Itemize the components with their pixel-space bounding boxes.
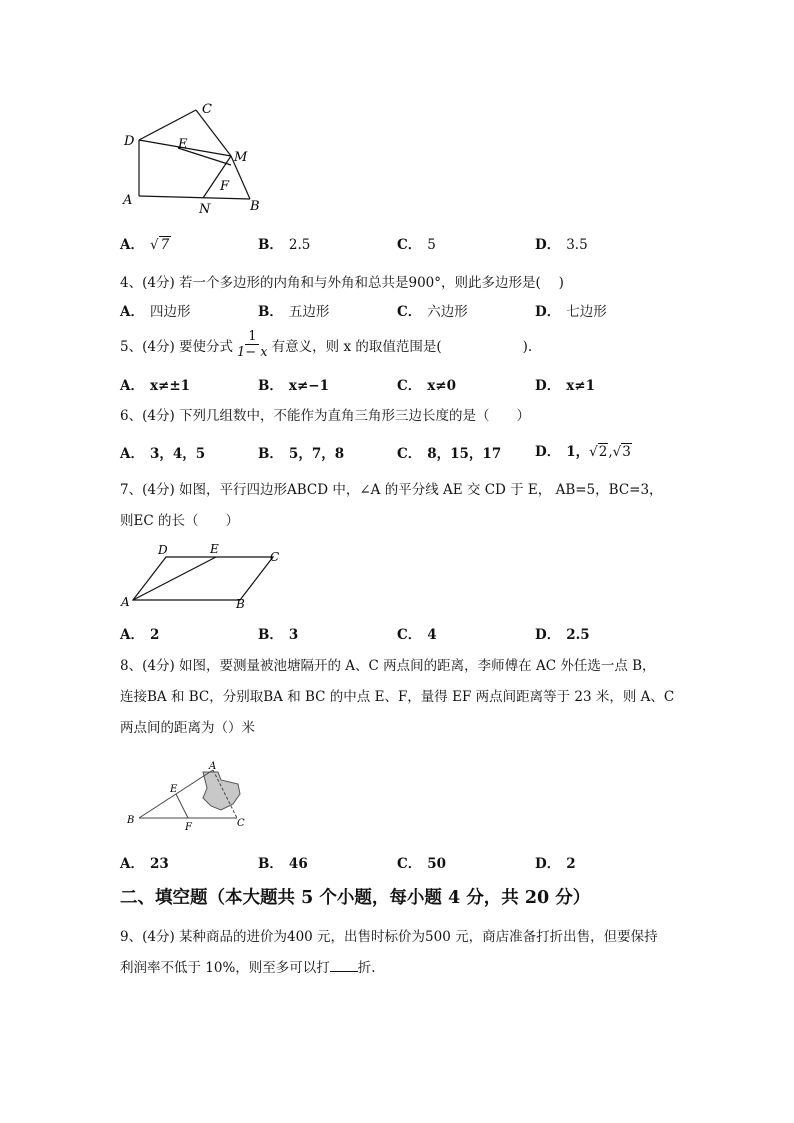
q8-figure (125, 760, 255, 832)
option-label: B． (258, 856, 283, 872)
option-label: C． (397, 304, 422, 320)
option-label: B． (258, 446, 283, 462)
q4-option-d[interactable] (535, 300, 607, 320)
option-label: A． (120, 304, 144, 320)
radicand: 2 (598, 444, 608, 460)
fraction (235, 329, 270, 360)
q7-option-b[interactable] (258, 623, 298, 643)
q8-stem-line3: 两点间的距离为（）米 (120, 720, 255, 736)
option-text: 5，7，8 (288, 446, 345, 462)
option-text: 4 (427, 627, 437, 643)
option-label: B． (258, 237, 283, 253)
option-text: 23 (149, 856, 169, 872)
q3-label-E: E (178, 137, 188, 152)
option-label: D． (535, 378, 561, 394)
q7-stem-line1: 7、(4分) 如图，平行四边形ABCD 中，∠A 的平分线 AE 交 CD 于 E， AB=5，BC=3， (120, 482, 663, 498)
option-text: 3.5 (566, 237, 588, 253)
option-text: 46 (288, 856, 308, 872)
q5-stem (120, 329, 532, 360)
option-label: C． (397, 378, 422, 394)
option-label: A． (120, 378, 144, 394)
radicand: 3 (622, 444, 631, 460)
q3-label-B: B (250, 199, 260, 214)
option-text: 2.5 (288, 237, 311, 253)
q3-option-d[interactable] (535, 233, 588, 253)
q8-label-A: A (209, 761, 217, 772)
option-label: A． (120, 446, 144, 462)
q9-stem-after: 折. (357, 960, 376, 976)
option-label: D． (535, 237, 561, 253)
option-label: C． (397, 856, 422, 872)
option-text: 3 (288, 627, 299, 643)
q8-stem-line2: 连接BA 和 BC，分别取BA 和 BC 的中点 E、F，量得 EF 两点间距离等于 23 米，则 A、C (120, 689, 675, 705)
q3-label-D: D (124, 134, 135, 149)
q3-option-c[interactable] (397, 233, 436, 253)
q8-option-c[interactable] (397, 852, 446, 872)
q3-figure (118, 100, 268, 218)
q4-option-b[interactable] (258, 300, 329, 320)
q4-option-a[interactable] (120, 300, 190, 320)
option-text: 8，15，17 (427, 446, 502, 462)
q8-label-E: E (170, 784, 178, 795)
q8-label-F: F (185, 822, 192, 832)
fraction-numerator: 1 (245, 329, 259, 345)
sqrt-icon: √ (612, 444, 622, 460)
option-text: 50 (427, 856, 447, 872)
sqrt-icon: √ (589, 444, 598, 460)
q7-label-E: E (210, 542, 219, 556)
option-text: 2.5 (566, 627, 590, 643)
q4-option-c[interactable] (397, 300, 468, 320)
q7-label-D: D (158, 543, 168, 557)
option-text: 1， (566, 444, 590, 460)
option-label: D． (535, 627, 561, 643)
q7-option-d[interactable] (535, 623, 590, 643)
option-text: 五边形 (288, 304, 330, 320)
q8-label-B: B (127, 815, 135, 826)
q6-stem: 6、(4分) 下列几组数中，不能作为直角三角形三边长度的是（ ） (120, 408, 531, 424)
option-label: C． (397, 627, 422, 643)
q6-option-a[interactable] (120, 442, 205, 462)
option-label: D． (535, 856, 561, 872)
option-text: 5 (427, 237, 436, 253)
option-text: 六边形 (427, 304, 468, 320)
q7-stem-line2: 则EC 的长（ ） (120, 513, 239, 529)
fraction-denominator: 1− x (237, 345, 268, 360)
q9-stem-before: 利润率不低于 10%，则至多可以打 (120, 960, 330, 976)
option-text: x≠1 (566, 378, 595, 394)
pond-shape (203, 772, 240, 810)
q6-option-b[interactable] (258, 442, 344, 462)
option-text: 7 (160, 237, 170, 253)
q8-option-d[interactable] (535, 852, 576, 872)
option-label: A． (120, 627, 144, 643)
q6-option-d[interactable]: D． 1，√2,√3 (535, 444, 631, 460)
q8-label-C: C (237, 818, 245, 829)
q3-label-C: C (202, 102, 212, 117)
q3-option-b[interactable] (258, 233, 310, 253)
q7-label-B: B (236, 597, 245, 611)
option-text: 2 (566, 856, 576, 872)
q5-option-b[interactable] (258, 374, 329, 394)
option-label: B． (258, 627, 283, 643)
option-label: A． (120, 237, 144, 253)
section-title: 二、填空题（本大题共 5 个小题，每小题 4 分，共 20 分） (120, 888, 591, 908)
q9-stem-line2 (120, 956, 376, 976)
option-label: C． (397, 446, 422, 462)
q7-option-a[interactable] (120, 623, 159, 643)
q3-label-M: M (234, 150, 248, 165)
sqrt-icon: √ (149, 237, 159, 253)
option-text: x≠±1 (149, 378, 191, 394)
q7-label-C: C (270, 550, 280, 564)
option-label: D． (535, 444, 561, 460)
q4-stem: 4、(4分) 若一个多边形的内角和与外角和总共是900°，则此多边形是( ) (120, 275, 564, 291)
option-text: x≠−1 (288, 378, 329, 394)
q7-figure (118, 540, 288, 612)
q5-option-a[interactable] (120, 374, 190, 394)
q5-option-d[interactable] (535, 374, 595, 394)
option-label: B． (258, 378, 283, 394)
q8-option-a[interactable] (120, 852, 169, 872)
q5-stem-after: 有意义，则 x 的取值范围是( ). (271, 338, 533, 355)
q7-label-A: A (121, 595, 130, 609)
q8-option-b[interactable] (258, 852, 308, 872)
option-text: 四边形 (149, 304, 191, 320)
q3-option-a[interactable] (120, 233, 171, 253)
q3-label-N: N (199, 202, 211, 217)
option-text: 2 (149, 627, 160, 643)
option-text: x≠0 (427, 378, 457, 394)
q6-option-c[interactable] (397, 442, 501, 462)
option-label: D． (535, 304, 561, 320)
option-text: 七边形 (566, 304, 607, 320)
q7-option-c[interactable] (397, 623, 437, 643)
q3-label-F: F (220, 179, 230, 194)
answer-blank[interactable] (330, 959, 358, 972)
option-label: C． (397, 237, 422, 253)
q5-option-c[interactable] (397, 374, 456, 394)
q3-label-A: A (123, 193, 133, 208)
q5-stem-before: 5、(4分) 要使分式 (120, 338, 234, 355)
option-label: B． (258, 304, 283, 320)
option-text: 3，4，5 (149, 446, 206, 462)
q9-stem-line1: 9、(4分) 某种商品的进价为400 元，出售时标价为500 元，商店准备打折出售，但要保持 (120, 929, 658, 945)
q8-stem-line1: 8、(4分) 如图，要测量被池塘隔开的 A、C 两点间的距离，李师傅在 AC 外任选一点 B， (120, 658, 656, 674)
option-label: A． (120, 856, 144, 872)
